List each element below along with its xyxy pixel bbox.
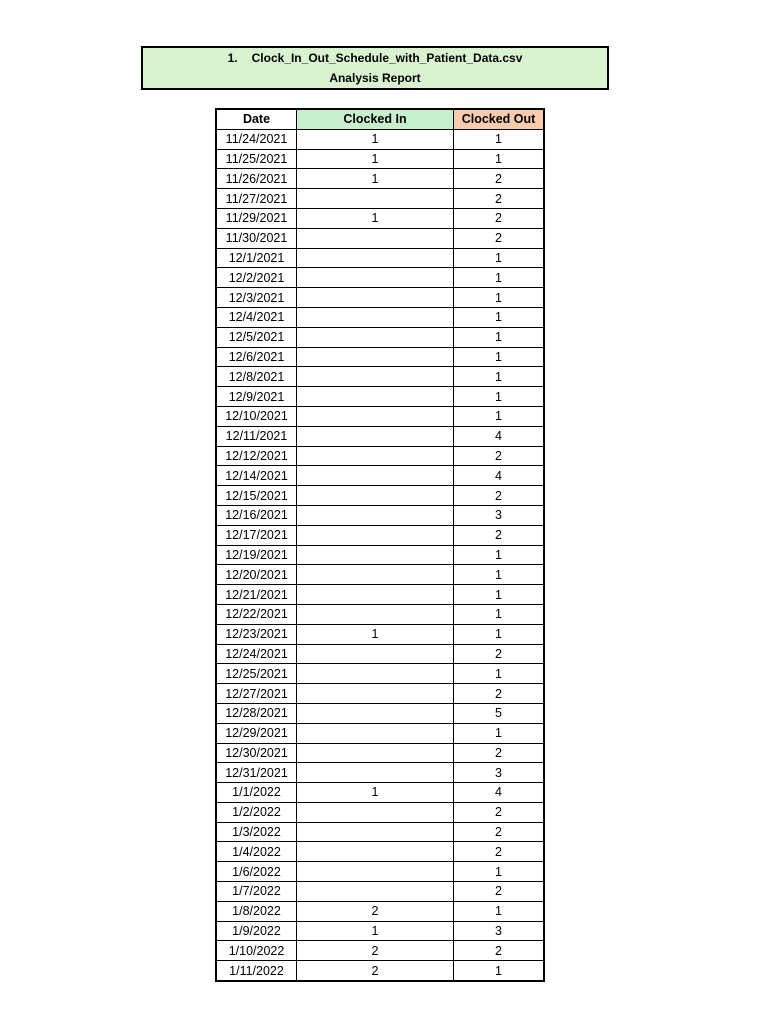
table-row	[216, 406, 544, 426]
header-clocked-out: Clocked Out	[454, 109, 545, 129]
table-row	[216, 921, 544, 941]
table-row	[216, 327, 544, 347]
table-row	[216, 288, 544, 308]
table-row	[216, 882, 544, 902]
cell-clocked-out: 1	[454, 565, 545, 585]
cell-clocked-in: 1	[297, 169, 454, 189]
table-row	[216, 486, 544, 506]
cell-clocked-in	[297, 604, 454, 624]
cell-date: 12/1/2021	[216, 248, 297, 268]
table-row	[216, 189, 544, 209]
cell-date: 12/16/2021	[216, 505, 297, 525]
clock-data-table	[215, 108, 545, 982]
table-row	[216, 446, 544, 466]
table-row	[216, 208, 544, 228]
cell-clocked-out: 2	[454, 486, 545, 506]
cell-clocked-in	[297, 406, 454, 426]
report-filename: Clock_In_Out_Schedule_with_Patient_Data.csv	[251, 51, 523, 65]
table-row	[216, 129, 544, 149]
cell-clocked-out: 1	[454, 307, 545, 327]
cell-clocked-out: 1	[454, 624, 545, 644]
table-row	[216, 822, 544, 842]
table-header-row	[216, 109, 544, 129]
table-row	[216, 268, 544, 288]
table-row	[216, 723, 544, 743]
cell-date: 12/19/2021	[216, 545, 297, 565]
table-row	[216, 347, 544, 367]
cell-clocked-out: 2	[454, 882, 545, 902]
cell-date: 1/6/2022	[216, 862, 297, 882]
table-row	[216, 565, 544, 585]
table-row	[216, 624, 544, 644]
cell-clocked-in	[297, 565, 454, 585]
table-row	[216, 644, 544, 664]
cell-clocked-out: 5	[454, 703, 545, 723]
cell-clocked-in	[297, 664, 454, 684]
cell-clocked-in	[297, 228, 454, 248]
cell-date: 12/14/2021	[216, 466, 297, 486]
cell-date: 12/22/2021	[216, 604, 297, 624]
cell-date: 12/25/2021	[216, 664, 297, 684]
cell-clocked-out: 1	[454, 545, 545, 565]
cell-date: 1/2/2022	[216, 802, 297, 822]
cell-clocked-in	[297, 842, 454, 862]
cell-clocked-in	[297, 644, 454, 664]
header-date: Date	[216, 109, 297, 129]
cell-clocked-out: 4	[454, 783, 545, 803]
cell-clocked-in	[297, 684, 454, 704]
table-row	[216, 248, 544, 268]
cell-clocked-out: 2	[454, 743, 545, 763]
cell-date: 12/12/2021	[216, 446, 297, 466]
cell-clocked-in	[297, 525, 454, 545]
cell-clocked-out: 1	[454, 248, 545, 268]
cell-date: 12/20/2021	[216, 565, 297, 585]
cell-date: 12/5/2021	[216, 327, 297, 347]
table-row	[216, 842, 544, 862]
cell-clocked-out: 2	[454, 802, 545, 822]
cell-clocked-out: 2	[454, 822, 545, 842]
table-row	[216, 862, 544, 882]
cell-clocked-in: 1	[297, 208, 454, 228]
cell-clocked-out: 2	[454, 446, 545, 466]
report-subtitle: Analysis Report	[329, 71, 421, 85]
cell-clocked-out: 2	[454, 525, 545, 545]
cell-clocked-in: 1	[297, 921, 454, 941]
cell-clocked-in	[297, 703, 454, 723]
cell-clocked-out: 1	[454, 664, 545, 684]
cell-date: 12/2/2021	[216, 268, 297, 288]
table-row	[216, 604, 544, 624]
report-number: 1.	[227, 51, 238, 65]
cell-clocked-in: 1	[297, 624, 454, 644]
cell-date: 12/6/2021	[216, 347, 297, 367]
table-row	[216, 307, 544, 327]
cell-clocked-in	[297, 822, 454, 842]
cell-clocked-in	[297, 466, 454, 486]
cell-clocked-in	[297, 189, 454, 209]
cell-date: 12/3/2021	[216, 288, 297, 308]
cell-clocked-out: 1	[454, 406, 545, 426]
table-row	[216, 585, 544, 605]
cell-clocked-in	[297, 288, 454, 308]
table-row	[216, 466, 544, 486]
cell-date: 12/27/2021	[216, 684, 297, 704]
cell-date: 12/8/2021	[216, 367, 297, 387]
cell-clocked-in	[297, 307, 454, 327]
cell-date: 1/7/2022	[216, 882, 297, 902]
cell-date: 12/21/2021	[216, 585, 297, 605]
table-row	[216, 763, 544, 783]
cell-clocked-in	[297, 743, 454, 763]
cell-clocked-out: 1	[454, 288, 545, 308]
cell-clocked-in	[297, 387, 454, 407]
cell-clocked-in	[297, 505, 454, 525]
cell-date: 12/11/2021	[216, 426, 297, 446]
table-row	[216, 525, 544, 545]
cell-clocked-in	[297, 545, 454, 565]
table-row	[216, 426, 544, 446]
cell-clocked-out: 1	[454, 862, 545, 882]
table-row	[216, 387, 544, 407]
cell-clocked-out: 1	[454, 367, 545, 387]
table-row	[216, 149, 544, 169]
cell-clocked-in	[297, 763, 454, 783]
cell-clocked-out: 1	[454, 347, 545, 367]
table-row	[216, 228, 544, 248]
cell-date: 1/8/2022	[216, 901, 297, 921]
cell-date: 1/1/2022	[216, 783, 297, 803]
cell-clocked-out: 2	[454, 189, 545, 209]
cell-clocked-in	[297, 862, 454, 882]
cell-clocked-out: 1	[454, 387, 545, 407]
table-row	[216, 545, 544, 565]
cell-clocked-out: 1	[454, 961, 545, 981]
cell-clocked-out: 2	[454, 169, 545, 189]
cell-date: 12/10/2021	[216, 406, 297, 426]
cell-clocked-out: 3	[454, 505, 545, 525]
cell-clocked-in	[297, 248, 454, 268]
cell-clocked-in	[297, 585, 454, 605]
table-row	[216, 743, 544, 763]
cell-clocked-out: 2	[454, 644, 545, 664]
cell-date: 11/26/2021	[216, 169, 297, 189]
cell-date: 12/31/2021	[216, 763, 297, 783]
table-row	[216, 367, 544, 387]
table-row	[216, 961, 544, 981]
cell-clocked-in	[297, 327, 454, 347]
cell-clocked-in	[297, 367, 454, 387]
cell-date: 12/4/2021	[216, 307, 297, 327]
cell-clocked-out: 4	[454, 426, 545, 446]
table-row	[216, 684, 544, 704]
cell-clocked-in	[297, 446, 454, 466]
cell-clocked-in	[297, 723, 454, 743]
cell-clocked-out: 1	[454, 268, 545, 288]
cell-date: 11/25/2021	[216, 149, 297, 169]
cell-clocked-out: 2	[454, 228, 545, 248]
cell-date: 1/3/2022	[216, 822, 297, 842]
header-clocked-in: Clocked In	[297, 109, 454, 129]
table-row	[216, 802, 544, 822]
cell-clocked-in: 1	[297, 149, 454, 169]
cell-clocked-out: 1	[454, 585, 545, 605]
cell-clocked-in: 1	[297, 783, 454, 803]
cell-clocked-out: 1	[454, 723, 545, 743]
cell-clocked-out: 1	[454, 129, 545, 149]
cell-date: 1/9/2022	[216, 921, 297, 941]
cell-date: 11/27/2021	[216, 189, 297, 209]
cell-clocked-in: 2	[297, 961, 454, 981]
cell-date: 12/29/2021	[216, 723, 297, 743]
cell-date: 12/17/2021	[216, 525, 297, 545]
cell-date: 11/24/2021	[216, 129, 297, 149]
cell-clocked-out: 2	[454, 684, 545, 704]
cell-clocked-in	[297, 347, 454, 367]
cell-date: 12/24/2021	[216, 644, 297, 664]
cell-clocked-in: 2	[297, 901, 454, 921]
cell-clocked-out: 1	[454, 327, 545, 347]
table-row	[216, 901, 544, 921]
cell-date: 11/29/2021	[216, 208, 297, 228]
table-body	[216, 129, 544, 981]
cell-clocked-in	[297, 426, 454, 446]
table-row	[216, 664, 544, 684]
report-title-box	[141, 46, 609, 90]
table-row	[216, 783, 544, 803]
table-row	[216, 169, 544, 189]
cell-date: 12/28/2021	[216, 703, 297, 723]
table-row	[216, 941, 544, 961]
cell-date: 12/30/2021	[216, 743, 297, 763]
cell-date: 1/11/2022	[216, 961, 297, 981]
cell-clocked-out: 4	[454, 466, 545, 486]
table-row	[216, 703, 544, 723]
cell-clocked-out: 2	[454, 941, 545, 961]
cell-clocked-in: 1	[297, 129, 454, 149]
report-title-line	[143, 48, 607, 68]
cell-clocked-out: 1	[454, 604, 545, 624]
cell-clocked-out: 2	[454, 842, 545, 862]
table-row	[216, 505, 544, 525]
cell-clocked-out: 3	[454, 921, 545, 941]
cell-date: 12/9/2021	[216, 387, 297, 407]
cell-date: 12/15/2021	[216, 486, 297, 506]
cell-date: 1/10/2022	[216, 941, 297, 961]
cell-clocked-in	[297, 882, 454, 902]
cell-clocked-out: 1	[454, 901, 545, 921]
cell-clocked-out: 2	[454, 208, 545, 228]
cell-clocked-in	[297, 268, 454, 288]
cell-date: 1/4/2022	[216, 842, 297, 862]
cell-clocked-out: 1	[454, 149, 545, 169]
cell-clocked-out: 3	[454, 763, 545, 783]
cell-date: 11/30/2021	[216, 228, 297, 248]
cell-clocked-in	[297, 802, 454, 822]
cell-clocked-in	[297, 486, 454, 506]
cell-date: 12/23/2021	[216, 624, 297, 644]
cell-clocked-in: 2	[297, 941, 454, 961]
